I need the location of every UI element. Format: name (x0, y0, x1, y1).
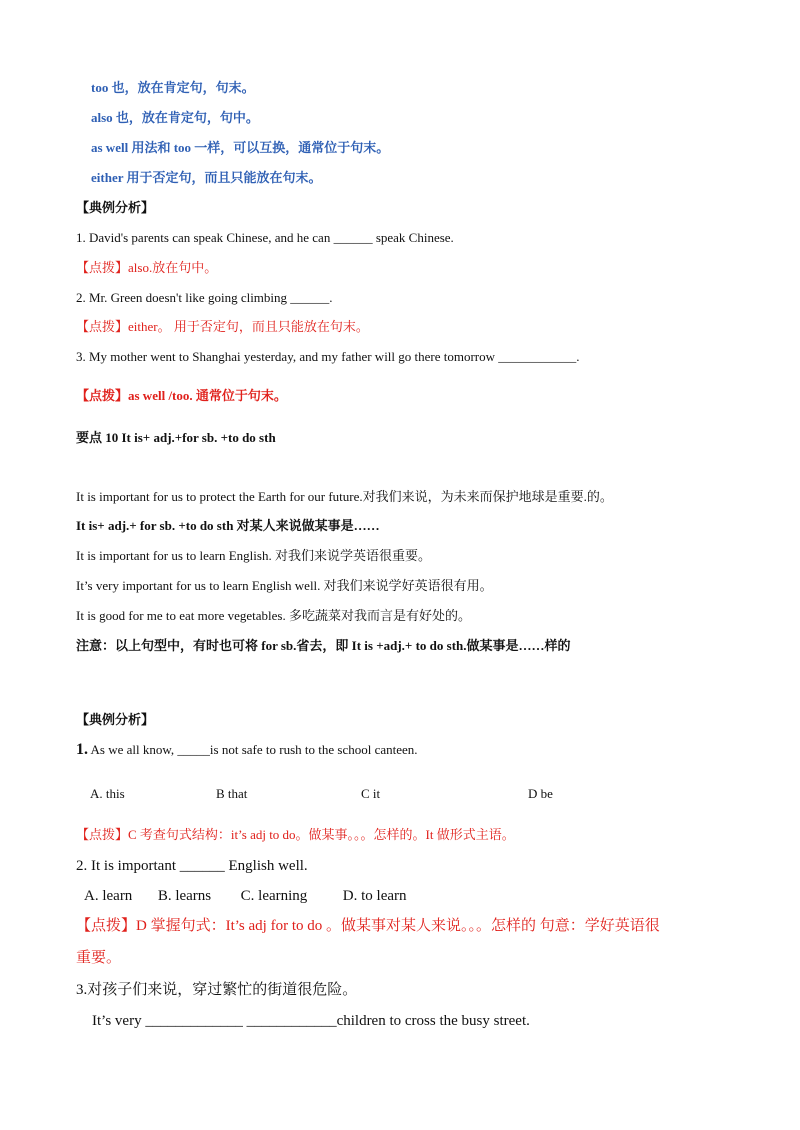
example-1: It is important for us to learn English. 对我们来说学英语很重要。 (76, 548, 431, 563)
answer-1: 【点拨】C 考查句式结构：it’s adj to do。做某事。。。怎样的。It 做形式主语。 (76, 827, 515, 842)
example-main: It is important for us to protect the Earth for our future.对我们来说，为未来而保护地球是重要.的。 (76, 489, 613, 504)
note-as-well: as well 用法和 too 一样，可以互换，通常位于句末。 (91, 140, 390, 155)
question-1: 1. David's parents can speak Chinese, and he can ______ speak Chinese. (76, 230, 454, 245)
option-a: A. this (90, 786, 125, 801)
example-2: It’s very important for us to learn English well. 对我们来说学好英语很有用。 (76, 578, 493, 593)
question-3-blank: It’s very _____________ ____________children to cross the busy street. (92, 1013, 530, 1029)
pattern-line: It is+ adj.+ for sb. +to do sth 对某人来说做某事是…… (76, 518, 380, 533)
question-2-options (84, 887, 407, 905)
section-heading: 【典例分析】 (76, 200, 155, 215)
note-either: either 用于否定句，而且只能放在句末。 (91, 170, 322, 185)
question-number: 1. (76, 741, 88, 758)
option-c: C it (361, 786, 381, 801)
example-3: It is good for me to eat more vegetables. 多吃蔬菜对我而言是有好处的。 (76, 608, 471, 623)
note-too: too 也，放在肯定句，句末。 (91, 80, 255, 95)
option-a: A. learn (84, 888, 133, 904)
question-2: 2. It is important ______ English well. (76, 858, 308, 874)
question-3: 3.对孩子们来说，穿过繁忙的街道很危险。 (76, 982, 358, 998)
question-2: 2. Mr. Green doesn't like going climbing ______. (76, 290, 333, 305)
option-b: B that (216, 786, 248, 801)
question-1 (76, 740, 418, 759)
section-heading: 【典例分析】 (76, 712, 155, 727)
answer-2-continued: 重要。 (76, 950, 122, 966)
option-d: D. to learn (342, 888, 407, 904)
option-d: D be (528, 786, 553, 801)
note-also: also 也，放在肯定句，句中。 (91, 110, 259, 125)
note-line: 注意：以上句型中，有时也可将 for sb.省去，即 It is +adj.+ to do sth.做某事是……样的 (76, 638, 571, 653)
question-3: 3. My mother went to Shanghai yesterday, and my father will go there tomorrow ____________. (76, 349, 580, 364)
question-text: As we all know, _____is not safe to rush to the school canteen. (88, 742, 418, 757)
option-c: C. learning (240, 888, 308, 904)
answer-3: 【点拨】as well /too. 通常位于句末。 (76, 388, 287, 403)
option-b: B. learns (157, 888, 212, 904)
point-heading: 要点 10 It is+ adj.+for sb. +to do sth (76, 430, 276, 445)
answer-2: 【点拨】D 掌握句式：It’s adj for to do 。做某事对某人来说。。。怎样的 句意：学好英语很 (76, 918, 660, 934)
answer-1: 【点拨】also.放在句中。 (76, 260, 218, 275)
answer-2: 【点拨】either。 用于否定句，而且只能放在句末。 (76, 319, 369, 334)
